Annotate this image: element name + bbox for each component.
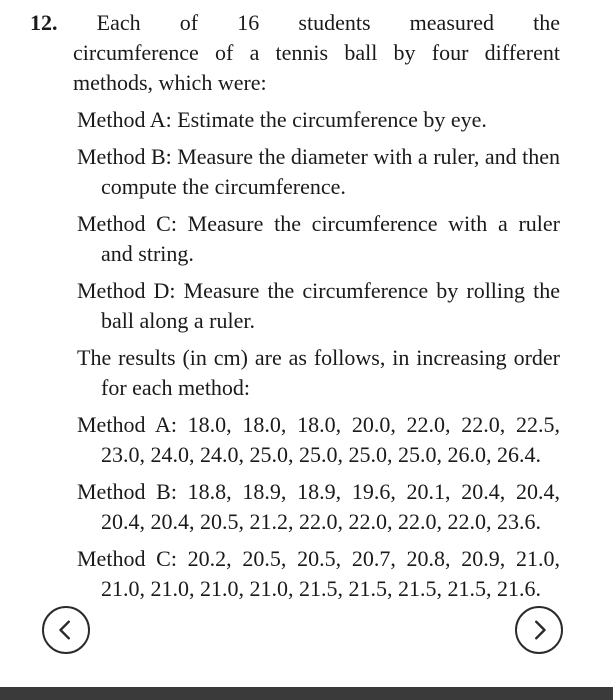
method-b-results: Method B: 18.8, 18.9, 18.9, 19.6, 20.1, 20.4, 20.4, 20.4, 20.4, 20.5, 21.2, 22.0, 22.0, 22.0, 22.0, 23.6. — [77, 479, 560, 534]
method-a-results: Method A: 18.0, 18.0, 18.0, 20.0, 22.0, 22.0, 22.5, 23.0, 24.0, 24.0, 25.0, 25.0, 25.0, 25.0, 26.0, 26.4. — [77, 412, 560, 467]
chevron-left-icon — [55, 619, 77, 641]
chevron-right-icon — [528, 619, 550, 641]
intro-text-1: Each of 16 students measured the — [96, 10, 561, 35]
method-d-description: Method D: Measure the circumference by rolling the ball along a ruler. — [77, 278, 560, 333]
method-c-description: Method C: Measure the circumference with a ruler and string. — [77, 211, 560, 266]
problem-number: 12. — [30, 10, 58, 35]
method-a-description: Method A: Estimate the circumference by eye. — [77, 107, 487, 132]
problem-12 — [30, 8, 560, 604]
results-intro: The results (in cm) are as follows, in increasing order for each method: — [77, 345, 560, 400]
method-b-description: Method B: Measure the diameter with a ruler, and then compute the circumference. — [77, 144, 560, 199]
bottom-toolbar — [0, 687, 613, 700]
problem-intro-line-3: methods, which were: — [73, 70, 267, 95]
problem-intro-line-2: circumference of a tennis ball by four different — [73, 40, 560, 65]
next-page-button[interactable] — [515, 606, 563, 654]
previous-page-button[interactable] — [42, 606, 90, 654]
method-c-results: Method C: 20.2, 20.5, 20.5, 20.7, 20.8, 20.9, 21.0, 21.0, 21.0, 21.0, 21.0, 21.5, 21.5, 21.5, 21.5, 21.6. — [77, 546, 560, 601]
problem-intro-line-1 — [30, 8, 560, 38]
